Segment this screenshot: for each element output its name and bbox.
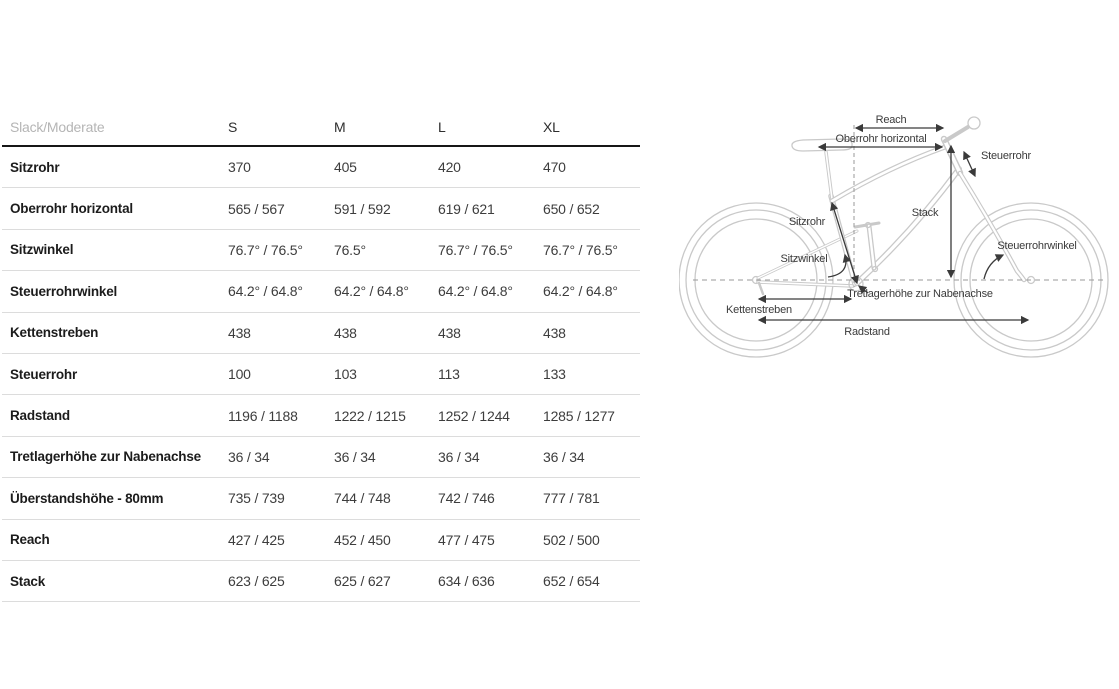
row-value-xl: 133 xyxy=(543,366,566,383)
row-value-m: 64.2° / 64.8° xyxy=(334,283,409,300)
row-value-xl: 64.2° / 64.8° xyxy=(543,283,618,300)
label-sitzrohr: Sitzrohr xyxy=(788,216,826,228)
row-value-s: 76.7° / 76.5° xyxy=(228,241,303,258)
column-header-s: S xyxy=(228,118,238,135)
row-value-m: 405 xyxy=(334,159,357,176)
table-body xyxy=(2,147,640,602)
column-header-xl: XL xyxy=(543,118,560,135)
table-row xyxy=(2,395,640,436)
bike-geometry-diagram xyxy=(679,95,1119,395)
row-label: Radstand xyxy=(10,408,70,424)
row-value-xl: 470 xyxy=(543,159,566,176)
row-label: Sitzwinkel xyxy=(10,242,74,258)
row-value-l: 619 / 621 xyxy=(438,200,495,217)
row-value-l: 113 xyxy=(438,366,460,383)
row-value-m: 76.5° xyxy=(334,241,366,258)
row-label: Steuerrohr xyxy=(10,366,78,382)
table-row xyxy=(2,520,640,561)
column-header-m: M xyxy=(334,118,346,135)
row-label: Stack xyxy=(10,573,46,589)
row-label: Überstandshöhe - 80mm xyxy=(10,490,164,506)
row-value-m: 1222 / 1215 xyxy=(334,407,406,424)
row-value-xl: 502 / 500 xyxy=(543,531,600,548)
row-value-s: 427 / 425 xyxy=(228,531,285,548)
label-radstand: Radstand xyxy=(844,326,890,338)
row-value-xl: 652 / 654 xyxy=(543,573,600,590)
measure-reach xyxy=(856,114,943,128)
label-reach: Reach xyxy=(875,114,907,126)
row-value-s: 438 xyxy=(228,324,251,341)
table-title: Slack/Moderate xyxy=(10,118,105,135)
row-label: Tretlagerhöhe zur Nabenachse xyxy=(10,449,201,465)
label-oberrohr-horizontal: Oberrohr horizontal xyxy=(835,133,927,145)
column-header-l: L xyxy=(438,118,446,135)
label-steuerrohrwinkel: Steuerrohrwinkel xyxy=(997,240,1077,252)
row-value-s: 100 xyxy=(228,366,251,383)
table-row xyxy=(2,147,640,188)
measure-sitzwinkel xyxy=(781,253,846,277)
row-value-m: 744 / 748 xyxy=(334,490,391,507)
table-row xyxy=(2,561,640,602)
row-label: Oberrohr horizontal xyxy=(10,201,133,217)
table-row xyxy=(2,313,640,354)
row-value-m: 103 xyxy=(334,366,357,383)
row-value-s: 1196 / 1188 xyxy=(228,407,298,424)
measure-steuerrohrwinkel xyxy=(984,240,1077,279)
row-value-m: 36 / 34 xyxy=(334,448,376,465)
row-label: Steuerrohrwinkel xyxy=(10,283,118,299)
row-value-l: 1252 / 1244 xyxy=(438,407,510,424)
row-value-m: 625 / 627 xyxy=(334,573,391,590)
row-value-m: 452 / 450 xyxy=(334,531,391,548)
table-row xyxy=(2,354,640,395)
row-value-l: 634 / 636 xyxy=(438,573,495,590)
measure-steuerrohr xyxy=(964,150,1032,176)
row-value-xl: 650 / 652 xyxy=(543,200,600,217)
label-sitzwinkel: Sitzwinkel xyxy=(780,253,828,265)
row-value-s: 370 xyxy=(228,159,251,176)
measure-tretlagerhoehe xyxy=(847,286,993,300)
row-value-l: 420 xyxy=(438,159,461,176)
row-value-s: 565 / 567 xyxy=(228,200,285,217)
table-row xyxy=(2,230,640,271)
row-value-l: 64.2° / 64.8° xyxy=(438,283,513,300)
table-header-row xyxy=(2,108,640,147)
row-value-xl: 1285 / 1277 xyxy=(543,407,615,424)
row-value-xl: 777 / 781 xyxy=(543,490,600,507)
row-value-s: 64.2° / 64.8° xyxy=(228,283,303,300)
row-value-xl: 36 / 34 xyxy=(543,448,585,465)
label-tretlagerhoehe: Tretlagerhöhe zur Nabenachse xyxy=(847,288,993,300)
row-value-l: 477 / 475 xyxy=(438,531,495,548)
row-value-s: 623 / 625 xyxy=(228,573,285,590)
table-row xyxy=(2,271,640,312)
label-steuerrohr: Steuerrohr xyxy=(981,150,1031,162)
row-value-l: 438 xyxy=(438,324,461,341)
measure-oberrohr-horizontal xyxy=(819,133,942,147)
row-value-xl: 76.7° / 76.5° xyxy=(543,241,618,258)
table-row xyxy=(2,437,640,478)
row-value-xl: 438 xyxy=(543,324,566,341)
row-value-l: 36 / 34 xyxy=(438,448,480,465)
label-stack: Stack xyxy=(911,207,939,219)
row-value-m: 591 / 592 xyxy=(334,200,391,217)
row-value-l: 742 / 746 xyxy=(438,490,495,507)
geometry-table xyxy=(2,108,640,602)
row-label: Sitzrohr xyxy=(10,159,60,175)
table-row xyxy=(2,478,640,519)
row-label: Reach xyxy=(10,532,50,548)
label-kettenstreben: Kettenstreben xyxy=(726,304,792,316)
row-value-l: 76.7° / 76.5° xyxy=(438,241,513,258)
measure-stack xyxy=(912,146,951,277)
row-label: Kettenstreben xyxy=(10,325,99,341)
row-value-m: 438 xyxy=(334,324,357,341)
table-row xyxy=(2,188,640,229)
row-value-s: 735 / 739 xyxy=(228,490,285,507)
measure-kettenstreben xyxy=(726,299,851,316)
row-value-s: 36 / 34 xyxy=(228,448,270,465)
